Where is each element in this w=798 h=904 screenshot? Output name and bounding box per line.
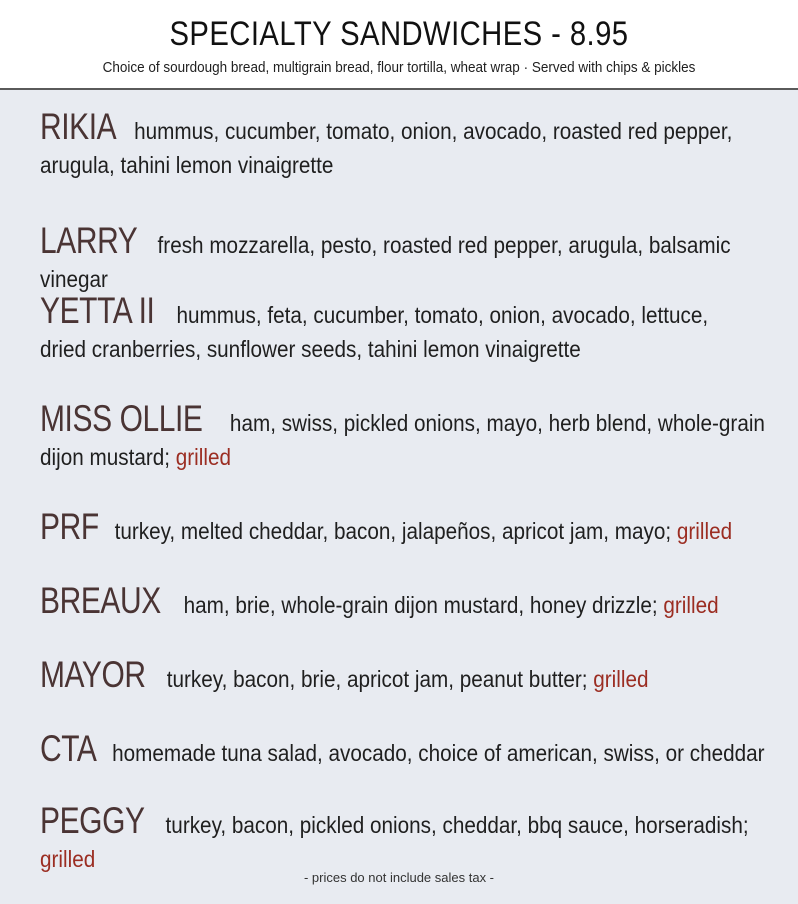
menu-item-mayor — [40, 654, 778, 696]
item-name: PRF — [40, 506, 99, 547]
item-description: hummus, cucumber, tomato, onion, avocado, roasted red pepper, — [134, 118, 733, 144]
item-description: fresh mozzarella, pesto, roasted red pepper, arugula, balsamic vinegar — [40, 232, 731, 292]
item-description: hummus, feta, cucumber, tomato, onion, avocado, lettuce, — [176, 302, 709, 328]
item-description: ham, swiss, pickled onions, mayo, herb blend, whole-grain — [229, 410, 765, 436]
grilled-label: grilled — [663, 592, 719, 618]
menu-title: SPECIALTY SANDWICHES - 8.95 — [169, 15, 629, 53]
menu-item-breaux — [40, 580, 778, 622]
item-name: MAYOR — [40, 654, 146, 695]
menu-item-miss-ollie — [40, 398, 778, 474]
item-name: MISS OLLIE — [40, 398, 203, 439]
grilled-label: grilled — [593, 666, 649, 692]
item-name: LARRY — [40, 220, 138, 261]
item-description-line2: dijon mustard; — [40, 444, 176, 470]
menu-item-prf — [40, 506, 778, 548]
item-name: BREAUX — [40, 580, 161, 621]
item-name: PEGGY — [40, 800, 145, 841]
item-description-line2: arugula, tahini lemon vinaigrette — [40, 152, 334, 178]
item-description: ham, brie, whole-grain dijon mustard, honey drizzle; — [183, 592, 664, 618]
sandwich-list — [0, 90, 798, 902]
menu-header — [0, 0, 798, 90]
item-description: turkey, bacon, brie, apricot jam, peanut butter; — [166, 666, 594, 692]
item-description-line2: dried cranberries, sunflower seeds, tahini lemon vinaigrette — [40, 336, 581, 362]
menu-item-larry — [40, 220, 778, 296]
item-name: RIKIA — [40, 106, 117, 147]
grilled-label: grilled — [40, 846, 96, 872]
grilled-label: grilled — [175, 444, 232, 470]
tax-footnote: - prices do not include sales tax - — [303, 870, 495, 885]
item-description: turkey, bacon, pickled onions, cheddar, bbq sauce, horseradish; — [165, 812, 749, 838]
menu-item-cta — [40, 728, 778, 770]
menu-item-rikia — [40, 106, 778, 182]
menu-subtitle: Choice of sourdough bread, multigrain bread, flour tortilla, wheat wrap · Served with chips & pickles — [102, 59, 696, 76]
item-description: homemade tuna salad, avocado, choice of american, swiss, or cheddar — [112, 740, 765, 766]
item-name: YETTA II — [40, 290, 155, 331]
item-description: turkey, melted cheddar, bacon, jalapeños, apricot jam, mayo; — [114, 518, 677, 544]
menu-item-yetta-ii — [40, 290, 778, 366]
grilled-label: grilled — [676, 518, 733, 544]
menu-item-peggy — [40, 800, 778, 876]
item-name: CTA — [40, 728, 97, 769]
